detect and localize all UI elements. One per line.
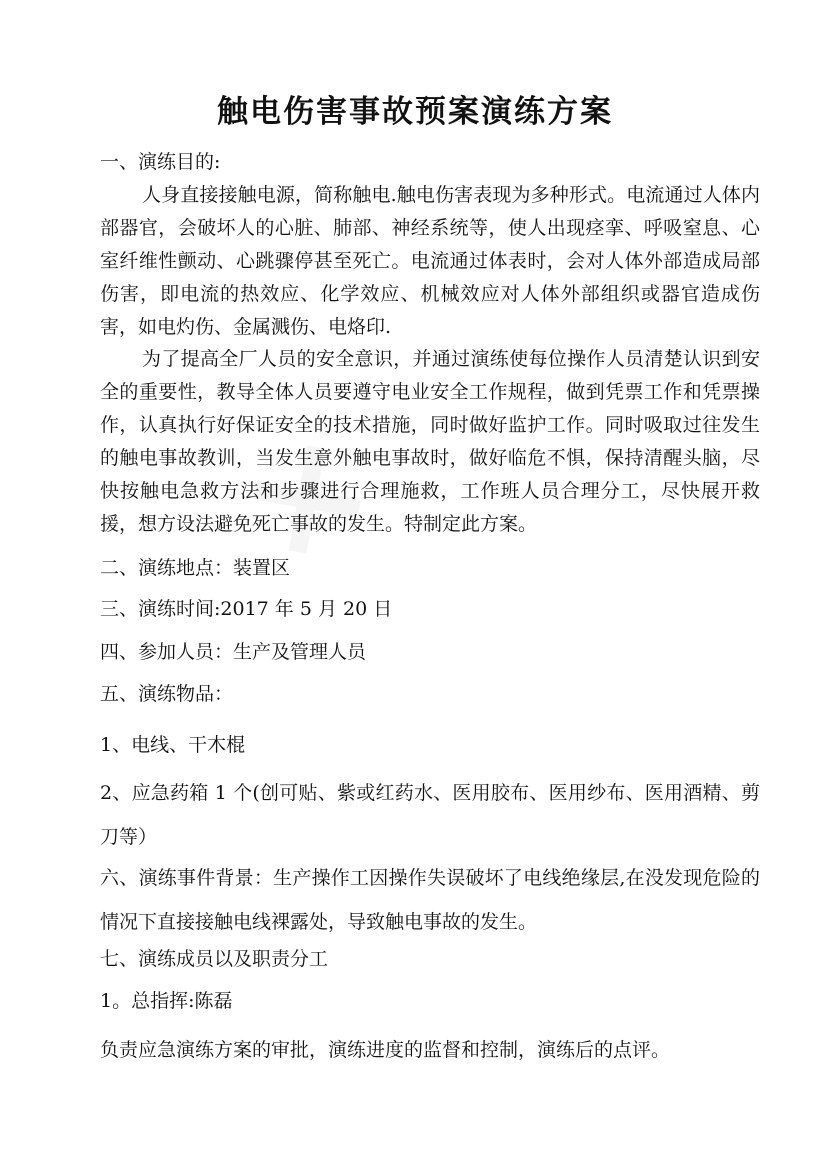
section-3-time: 三、演练时间:2017 年 5 月 20 日 — [100, 598, 393, 620]
role-1-description: 负责应急演练方案的审批，演练进度的监督和控制，演练后的点评。 — [100, 1039, 671, 1061]
section-6-background: 六、演练事件背景：生产操作工因操作失误破坏了电线绝缘层,在没发现危险的情况下直接接触电线裸露处，导致触电事故的发生。 — [100, 867, 760, 933]
section-4-participants: 四、参加人员：生产及管理人员 — [100, 641, 367, 663]
section-5-materials: 五、演练物品： — [100, 683, 234, 705]
section-1-heading: 一、演练目的: — [100, 151, 221, 173]
section-7-roles: 七、演练成员以及职责分工 — [100, 948, 329, 970]
material-item-2: 2、应急药箱 1 个(创可贴、紫或红药水、医用胶布、医用纱布、医用酒精、剪刀等） — [100, 782, 760, 848]
purpose-paragraph-2: 为了提高全厂人员的安全意识，并通过演练使每位操作人员清楚认识到安全的重要性，教导全体人员要遵守电业安全工作规程，做到凭票工作和凭票操作，认真执行好保证安全的技术措施，同时做好监护工作。同时吸取过往发生的触电事故教训，当发生意外触电事故时，做好临危不惧，保持清醒头脑，尽快按触电急救方法和步骤进行合理施救，工作班人员合理分工，尽快展开救援，想方设法避免死亡事故的发生。特制定此方案。 — [100, 348, 760, 535]
purpose-paragraph-1: 人身直接接触电源，简称触电.触电伤害表现为多种形式。电流通过人体内部器官，会破坏人的心脏、肺部、神经系统等，使人出现痉挛、呼吸窒息、心室纤维性颤动、心跳骤停甚至死亡。电流通过体表时，会对人体外部造成局部伤害，即电流的热效应、化学效应、机械效应对人体外部组织或器官造成伤害，如电灼伤、金属溅伤、电烙印. — [100, 184, 760, 338]
section-2-location: 二、演练地点：装置区 — [100, 557, 291, 579]
role-1-commander: 1。总指挥:陈磊 — [100, 990, 233, 1012]
material-item-1: 1、电线、干木棍 — [100, 734, 246, 756]
document-title: 触电伤害事故预案演练方案 — [217, 94, 613, 130]
